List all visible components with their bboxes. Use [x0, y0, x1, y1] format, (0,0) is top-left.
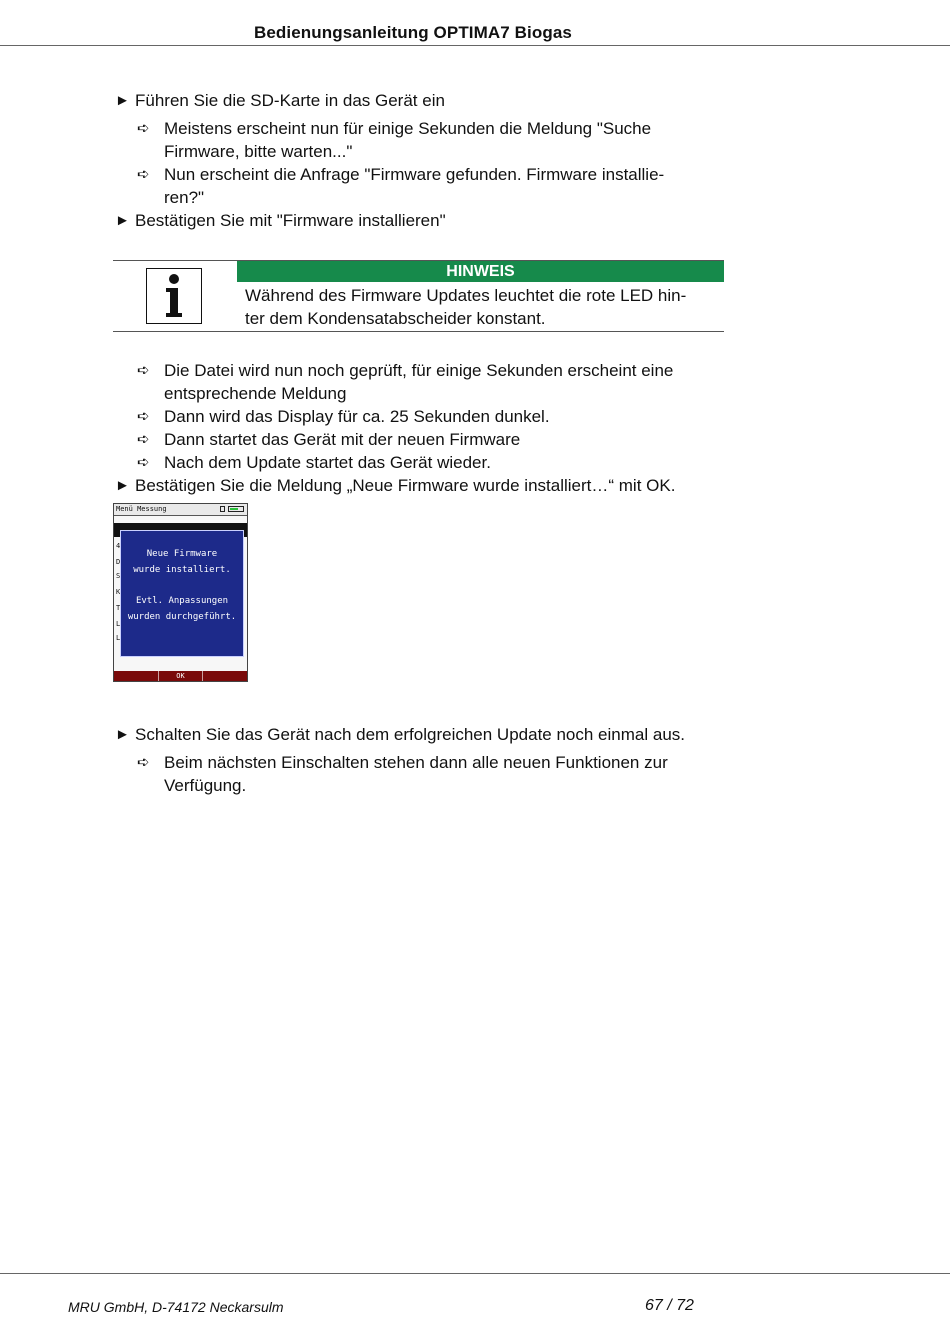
- result-firmware-found-line2: ren?": [164, 188, 205, 207]
- dialog-text-line2: wurde installiert.: [133, 565, 231, 575]
- device-dialog: [120, 530, 244, 657]
- result-display-dark: Dann wird das Display für ca. 25 Sekunden dunkel.: [164, 407, 550, 426]
- action-marker-icon: ►: [115, 92, 130, 109]
- note-bottom-rule: [113, 331, 724, 332]
- action-marker-icon: ►: [115, 212, 130, 229]
- device-title: Menü Messung: [116, 505, 167, 513]
- device-title-bar: [114, 504, 247, 516]
- dialog-text-line3: Evtl. Anpassungen: [135, 596, 229, 606]
- result-device-starts: Dann startet das Gerät mit der neuen Firmware: [164, 430, 521, 449]
- result-new-functions-line1: Beim nächsten Einschalten stehen dann alle neuen Funktionen zur: [164, 753, 668, 772]
- note-title: HINWEIS: [237, 261, 724, 282]
- page-header-title: Bedienungsanleitung OPTIMA7 Biogas: [254, 23, 572, 42]
- device-bg-row: S: [116, 572, 121, 580]
- device-bg-row: L: [116, 620, 121, 628]
- result-new-functions-line2: Verfügung.: [164, 776, 247, 795]
- header-divider: [0, 45, 950, 46]
- step-insert-sd-card: Führen Sie die SD-Karte in das Gerät ein: [135, 91, 445, 110]
- dialog-text-line1: Neue Firmware: [146, 549, 218, 559]
- footer-divider: [0, 1273, 950, 1274]
- device-display-screenshot: [113, 503, 248, 682]
- step-switch-off: Schalten Sie das Gerät nach dem erfolgreichen Update noch einmal aus.: [135, 725, 685, 744]
- action-marker-icon: ►: [115, 726, 130, 743]
- step-confirm-message: Bestätigen Sie die Meldung „Neue Firmware wurde installiert…“ mit OK.: [135, 476, 676, 495]
- result-arrow-icon: ➪: [137, 408, 150, 425]
- result-firmware-found-line1: Nun erscheint die Anfrage "Firmware gefunden. Firmware installie-: [164, 165, 665, 184]
- result-arrow-icon: ➪: [137, 120, 150, 137]
- result-search-firmware-line2: Firmware, bitte warten...": [164, 142, 353, 161]
- device-softkey-bar: [114, 671, 247, 681]
- footer-company: MRU GmbH, D-74172 Neckarsulm: [68, 1299, 284, 1315]
- result-search-firmware-line1: Meistens erscheint nun für einige Sekunden die Meldung "Suche: [164, 119, 652, 138]
- softkey-ok: OK: [159, 671, 204, 681]
- softkey-left: [114, 671, 159, 681]
- action-marker-icon: ►: [115, 477, 130, 494]
- device-bg-row: K: [116, 588, 121, 596]
- info-icon: [146, 268, 202, 324]
- device-bg-row: 4: [116, 542, 121, 550]
- battery-icon: [228, 506, 244, 512]
- result-arrow-icon: ➪: [137, 431, 150, 448]
- device-bg-row: L: [116, 634, 121, 642]
- step-confirm-install: Bestätigen Sie mit "Firmware installieren": [135, 211, 446, 230]
- result-file-check-line1: Die Datei wird nun noch geprüft, für einige Sekunden erscheint eine: [164, 361, 674, 380]
- result-arrow-icon: ➪: [137, 166, 150, 183]
- result-device-restarts: Nach dem Update startet das Gerät wieder.: [164, 453, 491, 472]
- dialog-text-line4: wurden durchgeführt.: [127, 612, 237, 622]
- page-number: 67 / 72: [645, 1297, 694, 1314]
- result-arrow-icon: ➪: [137, 362, 150, 379]
- softkey-right: [203, 671, 247, 681]
- note-text-line2: ter dem Kondensatabscheider konstant.: [245, 309, 546, 328]
- result-file-check-line2: entsprechende Meldung: [164, 384, 347, 403]
- device-bg-row: D: [116, 558, 121, 566]
- sd-card-icon: [220, 506, 225, 512]
- note-text-line1: Während des Firmware Updates leuchtet die rote LED hin-: [245, 286, 687, 305]
- result-arrow-icon: ➪: [137, 754, 150, 771]
- result-arrow-icon: ➪: [137, 454, 150, 471]
- device-bg-row: T: [116, 604, 121, 612]
